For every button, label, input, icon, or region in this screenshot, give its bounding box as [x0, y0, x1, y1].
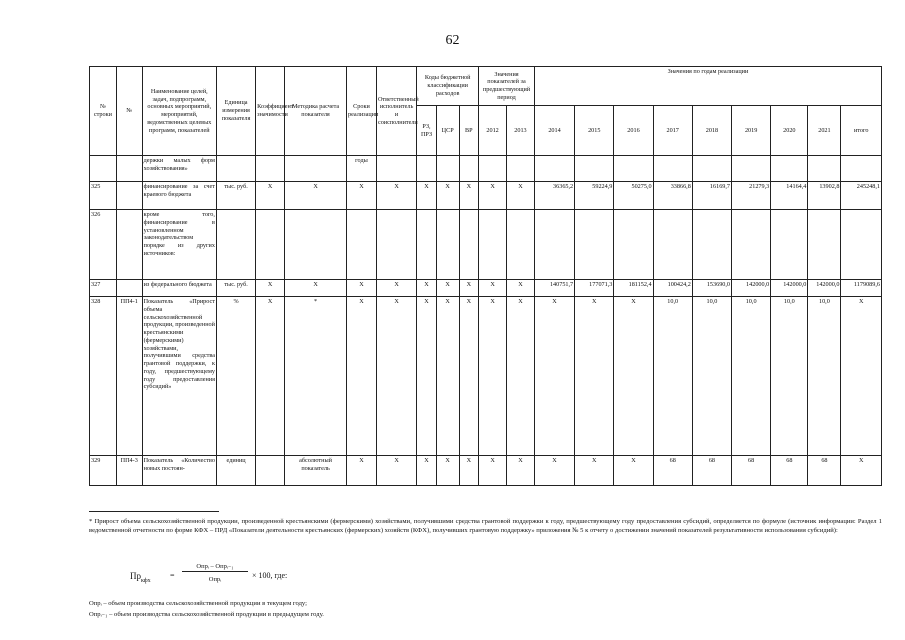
cell-method	[285, 156, 347, 182]
cell-2017: 33866,8	[653, 182, 692, 210]
cell-2015: 177071,3	[575, 280, 614, 297]
cell-coef	[256, 456, 285, 486]
table-row	[90, 280, 882, 297]
cell-row-no: 328	[90, 297, 117, 456]
cell-terms: X	[347, 456, 377, 486]
cell-name: кроме того, финансирование в установленном законодательством порядке из других источников:	[142, 210, 216, 280]
cell-2021: 13902,8	[808, 182, 841, 210]
cell-2016: X	[614, 456, 653, 486]
cell-name: Показатель «Количество новых постоян-	[142, 456, 216, 486]
cell-rz-prz	[417, 156, 437, 182]
footnote-text: * Прирост объема сельскохозяйственной продукции, произведенной крестьянскими (фермерскими) хозяйствами, получившими средства грантовой поддержки к году, предшествующему году предоставления субсидий, определяется по формуле (источник информации: Раздел 1 ведомственной отчетности по форме КФХ – ПРД «Показатели деятельности крестьянских (фермерских) хозяйств (КФХ), получивших грантовую поддержку» приложения № 5 к отчету о достижении значений показателей результативности использования субсидий):	[89, 518, 882, 534]
cell-csr: X	[436, 456, 459, 486]
table-row	[90, 456, 882, 486]
cell-2017	[653, 210, 692, 280]
cell-unit	[216, 210, 255, 280]
cell-2021: 10,0	[808, 297, 841, 456]
table-row	[90, 156, 882, 182]
cell-no: ПП4-1	[116, 297, 142, 456]
cell-2015: X	[575, 456, 614, 486]
cell-total: X	[841, 297, 882, 456]
cell-2020	[771, 210, 808, 280]
cell-vr	[459, 210, 479, 280]
cell-terms	[347, 210, 377, 280]
cell-2013: X	[507, 456, 535, 486]
cell-2013	[507, 210, 535, 280]
cell-2016	[614, 156, 653, 182]
cell-terms: X	[347, 297, 377, 456]
formula-equals: =	[170, 571, 175, 580]
cell-2019: 21279,3	[732, 182, 771, 210]
cell-2021	[808, 210, 841, 280]
cell-total	[841, 156, 882, 182]
cell-2014: X	[534, 297, 574, 456]
cell-2018: 10,0	[692, 297, 731, 456]
cell-2019: 68	[732, 456, 771, 486]
cell-2012: X	[479, 456, 507, 486]
table-row	[90, 297, 882, 456]
header-2017: 2017	[653, 106, 692, 156]
header-unit: Единица измерения показателя	[216, 67, 255, 156]
header-2019: 2019	[732, 106, 771, 156]
cell-method	[285, 210, 347, 280]
definition-current-year: Опрᵢ – объем производства сельскохозяйственной продукции в текущем году;	[89, 600, 307, 607]
cell-coef: X	[256, 297, 285, 456]
cell-2018	[692, 156, 731, 182]
formula-lhs	[130, 571, 151, 584]
cell-vr: X	[459, 182, 479, 210]
header-prev-values: Значения показателей за предшествующий период	[479, 67, 535, 106]
cell-unit: тыс. руб.	[216, 182, 255, 210]
cell-rz-prz: X	[417, 280, 437, 297]
cell-coef: X	[256, 280, 285, 297]
cell-2020: 142000,0	[771, 280, 808, 297]
cell-method: X	[285, 280, 347, 297]
cell-2016: 181152,4	[614, 280, 653, 297]
cell-2017	[653, 156, 692, 182]
formula-tail: × 100, где:	[252, 571, 288, 580]
cell-unit: тыс. руб.	[216, 280, 255, 297]
cell-rz-prz: X	[417, 456, 437, 486]
cell-method: *	[285, 297, 347, 456]
cell-2020: 10,0	[771, 297, 808, 456]
cell-csr: X	[436, 182, 459, 210]
cell-total: X	[841, 456, 882, 486]
cell-2015: 59224,9	[575, 182, 614, 210]
cell-name: держки малых форм хозяйствования»	[142, 156, 216, 182]
header-no: №	[116, 67, 142, 156]
cell-total: 1179089,6	[841, 280, 882, 297]
cell-unit	[216, 156, 255, 182]
formula-denominator: Опрᵢ	[208, 576, 222, 583]
cell-vr	[459, 156, 479, 182]
cell-2014: 140751,7	[534, 280, 574, 297]
header-rz-prz: РЗ, ПРЗ	[417, 106, 437, 156]
cell-2021: 68	[808, 456, 841, 486]
cell-terms: X	[347, 280, 377, 297]
cell-2016: X	[614, 297, 653, 456]
cell-vr: X	[459, 280, 479, 297]
cell-no	[116, 210, 142, 280]
header-2012: 2012	[479, 106, 507, 156]
cell-2017: 68	[653, 456, 692, 486]
header-name: Наименование целей, задач, подпрограмм, основных мероприятий, мероприятий, ведомственных целевых программ, показателей	[142, 67, 216, 156]
cell-2012: X	[479, 280, 507, 297]
header-row-no: № строки	[90, 67, 117, 156]
cell-2020	[771, 156, 808, 182]
cell-total	[841, 210, 882, 280]
formula-lhs-subscript: кфх	[141, 577, 151, 584]
cell-row-no: 326	[90, 210, 117, 280]
indicators-table	[89, 66, 882, 486]
cell-executor: X	[376, 297, 416, 456]
cell-name: финансирование за счет краевого бюджета	[142, 182, 216, 210]
header-2020: 2020	[771, 106, 808, 156]
header-coef: Коэффициент значимости	[256, 67, 285, 156]
header-2015: 2015	[575, 106, 614, 156]
header-method: Методика расчета показателя	[285, 67, 347, 156]
cell-2017: 10,0	[653, 297, 692, 456]
page-number: 62	[445, 33, 460, 48]
cell-2014: 36365,2	[534, 182, 574, 210]
cell-2020: 14164,4	[771, 182, 808, 210]
cell-2013: X	[507, 182, 535, 210]
cell-2015	[575, 210, 614, 280]
cell-csr	[436, 156, 459, 182]
cell-2019: 142000,0	[732, 280, 771, 297]
table-body	[90, 156, 882, 486]
footnote-divider	[89, 511, 219, 512]
cell-name: из федерального бюджета	[142, 280, 216, 297]
header-terms: Сроки реализации	[347, 67, 377, 156]
table-row	[90, 210, 882, 280]
cell-2018: 16169,7	[692, 182, 731, 210]
cell-vr: X	[459, 297, 479, 456]
cell-2021: 142000,0	[808, 280, 841, 297]
cell-2012	[479, 210, 507, 280]
cell-row-no: 327	[90, 280, 117, 297]
cell-executor: X	[376, 182, 416, 210]
cell-2013	[507, 156, 535, 182]
cell-coef	[256, 210, 285, 280]
cell-no	[116, 182, 142, 210]
cell-terms: годы	[347, 156, 377, 182]
cell-vr: X	[459, 456, 479, 486]
header-csr: ЦСР	[436, 106, 459, 156]
header-2016: 2016	[614, 106, 653, 156]
cell-csr	[436, 210, 459, 280]
cell-2014	[534, 156, 574, 182]
cell-2014	[534, 210, 574, 280]
cell-coef: X	[256, 182, 285, 210]
cell-2020: 68	[771, 456, 808, 486]
header-2013: 2013	[507, 106, 535, 156]
cell-no	[116, 156, 142, 182]
cell-terms: X	[347, 182, 377, 210]
cell-2012: X	[479, 182, 507, 210]
cell-no: ПП4-3	[116, 456, 142, 486]
header-total: итого	[841, 106, 882, 156]
formula-numerator: Опрᵢ – Опрᵢ₋₁	[182, 562, 248, 572]
header-2014: 2014	[534, 106, 574, 156]
header-2018: 2018	[692, 106, 731, 156]
cell-csr: X	[436, 280, 459, 297]
cell-2015	[575, 156, 614, 182]
cell-2018	[692, 210, 731, 280]
header-2021: 2021	[808, 106, 841, 156]
cell-2016: 50275,0	[614, 182, 653, 210]
header-executor: Ответственный исполнитель и соисполнители	[376, 67, 416, 156]
cell-executor	[376, 156, 416, 182]
cell-2019	[732, 156, 771, 182]
cell-rz-prz	[417, 210, 437, 280]
cell-2013: X	[507, 280, 535, 297]
cell-executor	[376, 210, 416, 280]
formula	[130, 562, 430, 590]
cell-2019: 10,0	[732, 297, 771, 456]
header-years-values: Значения по годам реализации	[534, 67, 881, 106]
cell-row-no: 329	[90, 456, 117, 486]
cell-executor: X	[376, 280, 416, 297]
cell-total: 245248,1	[841, 182, 882, 210]
cell-2012	[479, 156, 507, 182]
cell-method: X	[285, 182, 347, 210]
table-row	[90, 182, 882, 210]
cell-unit: %	[216, 297, 255, 456]
cell-2018: 68	[692, 456, 731, 486]
cell-2014: X	[534, 456, 574, 486]
cell-no	[116, 280, 142, 297]
cell-name: Показатель «Прирост объема сельскохозяйственной продукции, произведенной крестьянскими (фермерскими) хозяйствами, получившими средства грантовой поддержки, к году, предшествующему году предоставления субсидий»	[142, 297, 216, 456]
header-vr: ВР	[459, 106, 479, 156]
cell-2013: X	[507, 297, 535, 456]
cell-row-no: 325	[90, 182, 117, 210]
definition-previous-year: Опрᵢ₋₁ – объем производства сельскохозяйственной продукции в предыдущем году.	[89, 611, 324, 618]
header-budget-codes: Коды бюджетной классификации расходов	[417, 67, 479, 106]
cell-csr: X	[436, 297, 459, 456]
cell-2018: 153690,0	[692, 280, 731, 297]
formula-lhs-symbol: Пр	[130, 571, 141, 581]
cell-2017: 100424,2	[653, 280, 692, 297]
cell-2015: X	[575, 297, 614, 456]
cell-2012: X	[479, 297, 507, 456]
cell-2016	[614, 210, 653, 280]
cell-executor: X	[376, 456, 416, 486]
cell-2019	[732, 210, 771, 280]
cell-unit: единиц	[216, 456, 255, 486]
cell-rz-prz: X	[417, 297, 437, 456]
cell-row-no	[90, 156, 117, 182]
cell-2021	[808, 156, 841, 182]
cell-method: абсолютный показатель	[285, 456, 347, 486]
cell-rz-prz: X	[417, 182, 437, 210]
cell-coef	[256, 156, 285, 182]
